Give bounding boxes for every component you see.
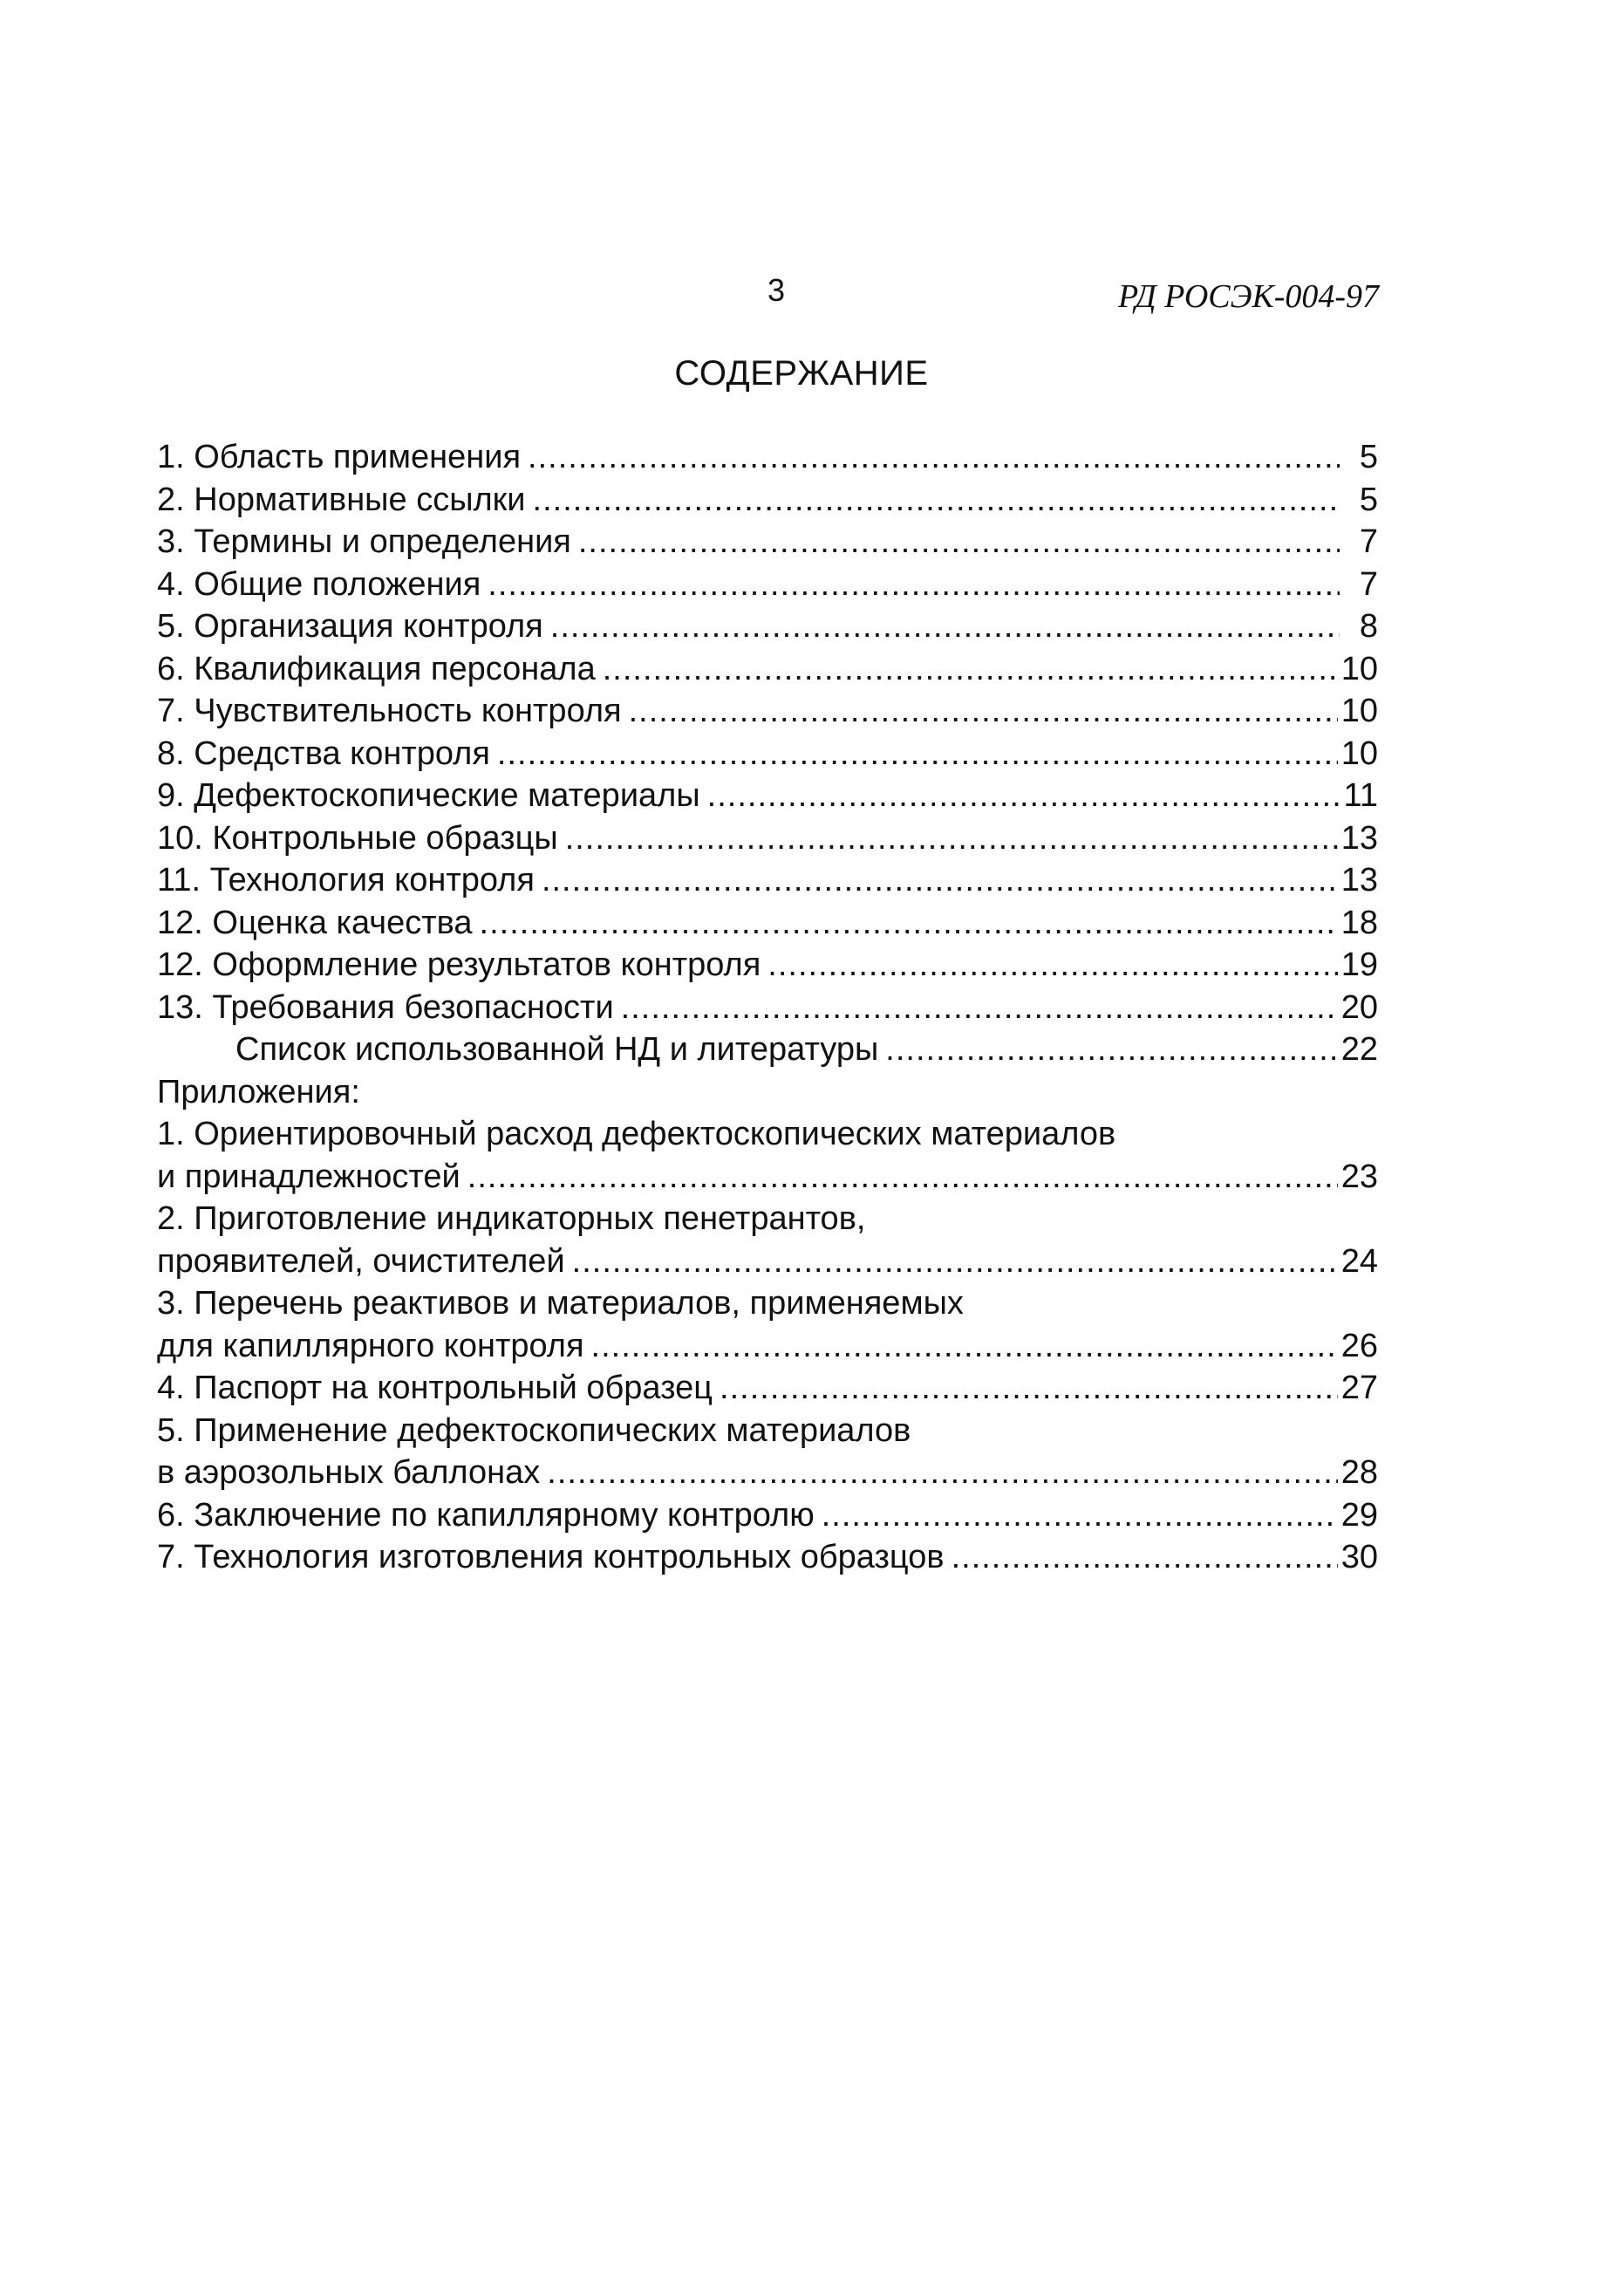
toc-entry-title: 8. Средства контроля <box>157 735 490 772</box>
dot-leader <box>467 1156 1338 1199</box>
dot-leader <box>621 987 1338 1029</box>
toc-entry[interactable] <box>157 479 1378 522</box>
toc-entry-page: 11 <box>1343 777 1378 814</box>
toc-entry-page: 5 <box>1359 439 1378 475</box>
toc-entry-title: 10. Контрольные образцы <box>157 819 558 857</box>
toc-entry-title: 12. Оформление результатов контроля <box>157 946 761 983</box>
toc-entry[interactable] <box>157 605 1378 648</box>
dot-leader <box>603 648 1338 691</box>
toc-entry[interactable] <box>157 648 1378 691</box>
toc-entry-title: 7. Чувствительность контроля <box>157 693 622 729</box>
dot-leader <box>480 902 1338 945</box>
appendix-title-line: 2. Приготовление индикаторных пенетрантов, <box>157 1200 866 1237</box>
dot-leader <box>547 1452 1337 1494</box>
toc-entry-title: и принадлежностей <box>157 1158 460 1195</box>
toc-entry-page: 10 <box>1340 650 1378 687</box>
toc-entry-title: в аэрозольных баллонах <box>157 1454 541 1491</box>
appendix-entry[interactable] <box>157 1536 1378 1579</box>
dot-leader <box>822 1494 1338 1537</box>
dot-leader <box>542 859 1338 902</box>
toc-entry-title: 4. Паспорт на контрольный образец <box>157 1370 713 1406</box>
document-code: РД РОСЭК-004-97 <box>1118 278 1380 315</box>
dot-leader <box>767 944 1337 987</box>
toc-entry-page: 26 <box>1340 1327 1378 1364</box>
toc-entry-page: 29 <box>1340 1496 1378 1534</box>
toc-entry-page: 23 <box>1340 1158 1378 1195</box>
dot-leader <box>952 1536 1338 1579</box>
toc-entry-title: проявителей, очистителей <box>157 1242 565 1280</box>
toc-entry-title: 13. Требования безопасности <box>157 988 614 1026</box>
table-of-contents <box>157 436 1378 1579</box>
toc-entry[interactable] <box>157 902 1378 945</box>
toc-entry[interactable] <box>157 564 1378 606</box>
appendix-entry[interactable] <box>157 1452 1378 1494</box>
appendix-entry[interactable] <box>157 1156 1378 1199</box>
toc-entry-title: Список использованной НД и литературы <box>235 1031 879 1068</box>
toc-entry-title: 12. Оценка качества <box>157 904 473 941</box>
toc-entry-page: 8 <box>1359 608 1378 645</box>
toc-entry[interactable] <box>157 733 1378 776</box>
toc-entry-title: 1. Область применения <box>157 439 522 475</box>
toc-entry-page: 18 <box>1340 904 1378 941</box>
toc-entry[interactable] <box>157 521 1378 564</box>
dot-leader <box>578 521 1340 564</box>
toc-entry-page: 13 <box>1340 819 1378 857</box>
appendix-title-line: 1. Ориентировочный расход дефектоскопических материалов <box>157 1116 1116 1152</box>
toc-entry[interactable] <box>157 859 1378 902</box>
toc-entry-title: 6. Заключение по капиллярному контролю <box>157 1496 815 1534</box>
toc-entry-title: 3. Термины и определения <box>157 523 571 560</box>
dot-leader <box>528 436 1340 479</box>
toc-entry-title: 2. Нормативные ссылки <box>157 481 526 518</box>
toc-entry-title: 6. Квалификация персонала <box>157 650 596 687</box>
toc-entry-page: 10 <box>1340 693 1378 729</box>
dot-leader <box>885 1028 1337 1071</box>
dot-leader <box>497 733 1338 776</box>
appendix-title-line: 5. Применение дефектоскопических материалов <box>157 1411 911 1449</box>
toc-entry[interactable] <box>157 436 1378 479</box>
appendix-heading: Приложения: <box>157 1073 360 1110</box>
toc-entry-title: 5. Организация контроля <box>157 608 543 645</box>
toc-entry-page: 20 <box>1340 988 1378 1026</box>
toc-entry-title: 11. Технология контроля <box>157 862 535 899</box>
toc-entry-page: 7 <box>1359 565 1378 603</box>
dot-leader <box>629 690 1338 733</box>
dot-leader <box>533 479 1340 522</box>
toc-entry-page: 28 <box>1340 1454 1378 1491</box>
appendix-entry[interactable] <box>157 1325 1378 1368</box>
dot-leader <box>488 564 1340 606</box>
toc-entry-page: 5 <box>1359 481 1378 518</box>
toc-entry-page: 27 <box>1340 1370 1378 1406</box>
toc-entry-title: 7. Технология изготовления контрольных образцов <box>157 1539 945 1575</box>
toc-entry[interactable] <box>157 690 1378 733</box>
toc-entry-page: 24 <box>1340 1242 1378 1280</box>
toc-entry[interactable] <box>157 775 1378 817</box>
dot-leader <box>707 775 1340 817</box>
toc-entry-page: 10 <box>1340 735 1378 772</box>
dot-leader <box>565 817 1338 860</box>
toc-entry-page: 22 <box>1340 1031 1378 1068</box>
toc-entry-references[interactable] <box>157 1028 1378 1071</box>
appendix-entry[interactable] <box>157 1240 1378 1283</box>
appendix-entry[interactable] <box>157 1367 1378 1410</box>
dot-leader <box>572 1240 1338 1283</box>
appendix-entry[interactable] <box>157 1494 1378 1537</box>
dot-leader <box>550 605 1340 648</box>
page-number: 3 <box>767 272 786 308</box>
toc-entry[interactable] <box>157 817 1378 860</box>
dot-leader <box>591 1325 1338 1368</box>
toc-entry-page: 19 <box>1340 946 1378 983</box>
toc-entry-title: 4. Общие положения <box>157 565 481 603</box>
toc-entry-title: для капиллярного контроля <box>157 1327 584 1364</box>
toc-entry-page: 7 <box>1359 523 1378 560</box>
appendix-title-line: 3. Перечень реактивов и материалов, применяемых <box>157 1285 964 1322</box>
toc-title: СОДЕРЖАНИЕ <box>674 354 929 393</box>
toc-entry-page: 30 <box>1340 1539 1378 1575</box>
dot-leader <box>720 1367 1338 1410</box>
toc-entry-title: 9. Дефектоскопические материалы <box>157 777 700 814</box>
toc-entry[interactable] <box>157 944 1378 987</box>
toc-entry-page: 13 <box>1340 862 1378 899</box>
toc-entry[interactable] <box>157 987 1378 1029</box>
